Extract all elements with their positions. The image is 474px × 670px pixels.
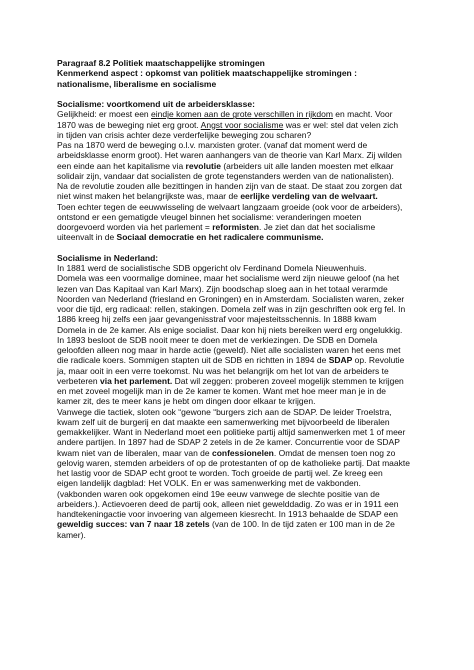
text-line (57, 407, 457, 417)
text-line (57, 191, 457, 201)
text-run: Gelijkheid: er moest een (57, 109, 152, 120)
text-run: ontstond er een gematigde vleugel binnen het socialisme: veranderingen moeten (57, 211, 362, 222)
text-line (57, 202, 457, 212)
text-run: het lastig voor de SDAP echt groot te worden. Toch groeide de partij wel. Ze kreeg een (57, 468, 383, 478)
text-line (57, 366, 457, 376)
text-line (57, 519, 457, 529)
bold-text: geweldig succes: van 7 naar 18 zetels (57, 519, 210, 530)
text-run: was er wel: stel dat velen zich (283, 119, 399, 130)
text-line (57, 468, 457, 478)
text-run: Domela was een voormalige dominee, maar het socialisme werd zijn nieuwe geloof (na het (57, 273, 400, 284)
bold-text: eerlijke verdeling van de welvaart. (240, 191, 378, 202)
text-run: niet winst maken het belangrijkste was, maar de (57, 191, 241, 202)
text-line (57, 120, 457, 130)
text-line (57, 140, 457, 150)
text-line (57, 345, 457, 355)
text-line (57, 181, 457, 191)
text-line (57, 335, 457, 345)
text-line (57, 509, 457, 519)
text-run: Vanwege die tactiek, sloten ook “gewone “burgers zich aan de SDAP. De leider Troelstra, (57, 406, 392, 417)
text-run: andere partijen. In 1897 had de SDAP 2 zetels in de 2e kamer. Concurrentie voor de SDAP (57, 437, 400, 448)
text-run: kamer zit, des te meer kans je hebt om dingen door elkaar te krijgen. (57, 396, 316, 407)
text-line (57, 284, 457, 294)
text-run: solidair zijn, vandaar dat socialisten de grote tegenstanders werden van de nationalisten). (57, 170, 394, 181)
section-body-socialisme (57, 109, 457, 242)
text-run: Na de revolutie zouden alle bezittingen in handen zijn van de staat. De staat zou zorgen dat (57, 181, 402, 191)
text-run: op. Revolutie (352, 355, 405, 366)
text-line (57, 355, 457, 365)
bold-text: SDAP (328, 355, 353, 366)
text-run: Toen echter tegen de eeuwwisseling de welvaart langzaam groeide (ook voor de arbeiders), (57, 201, 403, 212)
aspect-heading-line-1: Kenmerkend aspect : opkomst van politiek maatschappelijke stromingen : (57, 68, 357, 79)
text-line (57, 304, 457, 314)
spacer (57, 243, 457, 253)
text-run: arbeidsklasse enorm groot). Het waren aanhangers van de theorie van Karl Marx. Zij wilden (57, 150, 402, 161)
section-body-nederland (57, 263, 457, 540)
text-run: handtekeningactie voor invoering van algemeen kiesrecht. In 1913 behaalde de SDAP een (57, 509, 399, 519)
text-line (57, 222, 457, 232)
text-run: in tijden van crisis achter deze verderfelijke beweging zou scharen? (57, 129, 312, 140)
text-line (57, 376, 457, 386)
text-run: . Je ziet dan dat het socialisme (259, 222, 376, 232)
text-run: (van de 100. In de tijd zaten er 100 man in de 2e (209, 519, 395, 530)
text-line (57, 161, 457, 171)
text-line (57, 427, 457, 437)
text-line (57, 437, 457, 447)
underlined-text: eindje komen aan de grote verschillen in rijkdom (151, 109, 333, 120)
bold-text: Sociaal democratie en het radicalere communisme. (116, 232, 324, 243)
text-line (57, 263, 457, 273)
text-run: Noorden van Nederland (friesland en Groningen) en in Amsterdam. Socialisten waren, zeker (57, 293, 405, 304)
text-line (57, 212, 457, 222)
text-run: gemakkelijker. Want in Nederland moet een politieke partij altijd samenwerken met 1 of meer (57, 427, 406, 437)
text-run: Dat wil zeggen: proberen zoveel mogelijk stemmen te krijgen (172, 375, 404, 386)
text-run: doorgevoerd worden via het parlement = (57, 222, 213, 232)
text-run: arbeiders.). Actievoeren deed de partij ook, alleen niet gewelddadig. Zo was er in 1911 een (57, 498, 399, 509)
text-line (57, 171, 457, 181)
text-line (57, 489, 457, 499)
bold-text: via het parlement. (100, 375, 173, 386)
text-line (57, 314, 457, 324)
spacer (57, 89, 457, 99)
text-line (57, 458, 457, 468)
text-run: voor die tijd, erg radicaal: rellen, stakingen. Domela zelf was in zijn geschriften ook erg fel. In (57, 304, 406, 314)
document-page (57, 58, 457, 540)
text-line (57, 232, 457, 242)
text-run: en met zoveel mogelijk man in de 2e kamer te komen. Want met hoe meer man je in de (57, 386, 386, 396)
text-run: In 1881 werd de socialistische SDB opgericht olv Ferdinand Domela Nieuwenhuis. (57, 263, 367, 273)
text-line (57, 273, 457, 283)
text-run: kwam niet van de liberalen, maar van de (57, 447, 212, 458)
text-line (57, 325, 457, 335)
text-line (57, 499, 457, 509)
text-line (57, 396, 457, 406)
text-run: 1870 was de beweging niet erg groot. (57, 119, 201, 130)
text-line (57, 386, 457, 396)
text-run: kwam zelf uit de burgerij en dat maakte een samenwerking met bijvoorbeeld de liberalen (57, 416, 390, 427)
text-run: verbeteren (57, 375, 100, 386)
text-line (57, 478, 457, 488)
text-run: lezen van Das Kapitaal van Karl Marx). Zijn boodschap sloeg aan in het totaal verarmde (57, 283, 388, 294)
text-run: ja, maar ooit in een verre toekomst. Nu was het belangrijk om het lot van de arbeiders te (57, 365, 389, 376)
underlined-text: Angst voor socialisme (200, 119, 284, 130)
bold-text: reformisten (212, 222, 259, 232)
text-line (57, 150, 457, 160)
text-run: (vakbonden waren ook opgekomen eind 19e eeuw vanwege de slechte positie van de (57, 488, 380, 499)
paragraph-title: Paragraaf 8.2 Politiek maatschappelijke stromingen (57, 58, 265, 68)
text-line (57, 530, 457, 540)
text-run: gelovig waren, stemden arbeiders of op de protestanten of op de katholieke partij. Dat maakte (57, 457, 410, 468)
section-title-nederland: Socialisme in Nederland: (57, 252, 159, 263)
text-run: (arbeiders uit alle landen moesten met elkaar (220, 160, 394, 171)
text-run: eigen landelijk dagblad: Het VOLK. En er was samenwerking met de vakbonden. (57, 478, 361, 489)
text-run: Domela in de 2e kamer. Als enige socialist. Daar kon hij niets bereiken werd erg ongelukkig. (57, 324, 403, 335)
text-line (57, 448, 457, 458)
text-run: Pas na 1870 werd de beweging o.l.v. marxisten groter. (vanaf dat moment werd de (57, 140, 368, 150)
section-title-socialisme: Socialisme: voortkomend uit de arbeidersklasse: (57, 99, 255, 109)
text-run: . Omdat de mensen toen nog zo (273, 447, 396, 458)
text-run: en macht. Voor (332, 109, 393, 120)
text-line (57, 130, 457, 140)
bold-text: revolutie (185, 160, 221, 171)
text-run: geloofden alleen nog maar in harde actie (geweld). Niet alle socialisten waren het eens met (57, 345, 401, 355)
bold-text: confessionelen (211, 447, 274, 458)
text-run: 1886 kreeg hij zelfs een jaar gevangenisstraf voor majesteitsschennis. In 1888 kwam (57, 314, 377, 325)
text-run: In 1893 besloot de SDB nooit meer te doen met de verkiezingen. De SDB en Domela (57, 334, 378, 345)
text-run: die radicale koers. Sommigen stapten uit de SDB en richtten in 1894 de (57, 355, 329, 366)
aspect-heading-line-2: nationalisme, liberalisme en socialisme (57, 78, 217, 89)
text-run: uiteenvalt in de (57, 232, 117, 243)
text-run: een einde aan het kapitalisme via (57, 160, 186, 171)
text-line (57, 417, 457, 427)
text-line (57, 109, 457, 119)
text-run: kamer). (57, 529, 86, 540)
text-line (57, 294, 457, 304)
